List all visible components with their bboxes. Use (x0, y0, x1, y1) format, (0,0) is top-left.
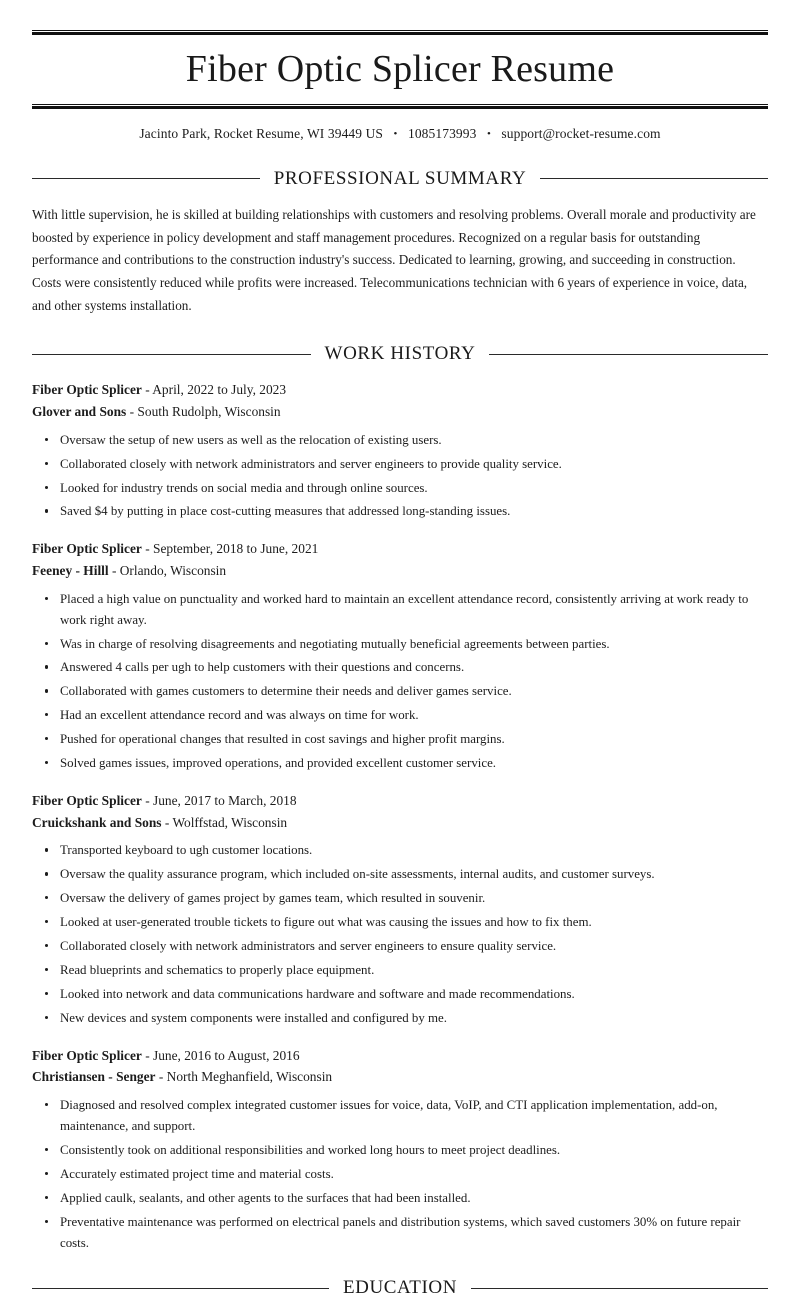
job-bullet: Preventative maintenance was performed on electrical panels and distribution systems, which saved customers 30% on future repair costs. (32, 1212, 768, 1254)
job-title-line (32, 379, 768, 401)
job-dash: - (126, 404, 138, 420)
job-bullet: Read blueprints and schematics to properly place equipment. (32, 960, 768, 981)
job-bullet: Applied caulk, sealants, and other agents to the surfaces that had been installed. (32, 1188, 768, 1209)
job-entry (32, 538, 768, 774)
section-rule-left (32, 354, 311, 355)
job-bullet: Accurately estimated project time and material costs. (32, 1164, 768, 1185)
job-bullet: Solved games issues, improved operations, and provided excellent customer service. (32, 753, 768, 774)
header-top-rule (32, 30, 768, 35)
section-rule-left (32, 1288, 329, 1289)
job-dash: - (141, 382, 153, 398)
job-company-line (32, 812, 768, 834)
section-rule-left (32, 178, 260, 179)
section-rule-right (540, 178, 768, 179)
contact-email: support@rocket-resume.com (501, 125, 661, 141)
job-company: Feeney - Hilll (32, 563, 109, 579)
section-rule-right (471, 1288, 768, 1289)
contact-separator-2: • (486, 127, 491, 140)
section-title-education: EDUCATION (342, 1277, 458, 1299)
job-dash: - (141, 541, 153, 557)
job-entry (32, 379, 768, 522)
job-bullet: Collaborated closely with network administrators and server engineers to ensure quality service. (32, 936, 768, 957)
job-bullet: Oversaw the quality assurance program, which included on-site assessments, internal audits, and customer surveys. (32, 864, 768, 885)
job-company: Christiansen - Senger (32, 1069, 156, 1085)
job-company-line (32, 560, 768, 582)
job-location: South Rudolph, Wisconsin (137, 404, 281, 420)
job-bullet: New devices and system components were installed and configured by me. (32, 1008, 768, 1029)
job-dates: June, 2016 to August, 2016 (153, 1047, 300, 1063)
job-dash: - (155, 1069, 167, 1085)
job-bullet: Looked at user-generated trouble tickets to figure out what was causing the issues and how to fix them. (32, 912, 768, 933)
section-header-education (32, 1277, 768, 1299)
job-title-line (32, 538, 768, 560)
job-role: Fiber Optic Splicer (32, 793, 142, 808)
job-dash: - (108, 563, 120, 579)
job-bullet-list (32, 1095, 768, 1253)
contact-line (32, 126, 768, 142)
job-bullet-list (32, 589, 768, 774)
job-role: Fiber Optic Splicer (32, 382, 142, 398)
job-location: Orlando, Wisconsin (119, 563, 227, 579)
section-rule-right (489, 354, 768, 355)
contact-separator-1: • (393, 127, 398, 140)
contact-phone: 1085173993 (407, 125, 477, 141)
summary-body: With little supervision, he is skilled at building relationships with customers and resolving problems. Overall morale and productivity are boosted by experience in policy development and staff management procedures. Recognized on a regular basis for outstanding performance and contributions to the construction industry's success. Dedicated to learning, growing, and succeeding in construction. Costs were consistently reduced while profits were increased. Telecommunications technician with 6 years of experience in voice, data, and other systems installation. (32, 206, 756, 313)
job-bullet: Oversaw the setup of new users as well as the relocation of existing users. (32, 430, 768, 451)
page-title: Fiber Optic Splicer Resume (185, 48, 615, 90)
job-role: Fiber Optic Splicer (32, 541, 142, 557)
job-dates: September, 2018 to June, 2021 (153, 541, 319, 557)
job-bullet: Consistently took on additional responsibilities and worked long hours to meet project deadlines. (32, 1140, 768, 1161)
section-header-summary (32, 168, 768, 190)
resume-page (0, 30, 800, 1299)
job-dash: - (141, 793, 153, 808)
job-bullet-list (32, 430, 768, 523)
job-bullet: Looked for industry trends on social media and through online sources. (32, 478, 768, 499)
job-bullet: Diagnosed and resolved complex integrated customer issues for voice, data, VoIP, and CTI application implementation, add-on, maintenance, and support. (32, 1095, 768, 1137)
header-bottom-rule (32, 104, 768, 109)
job-title-line (32, 790, 768, 812)
job-bullet: Collaborated closely with network administrators and server engineers to provide quality service. (32, 454, 768, 475)
job-bullet: Answered 4 calls per ugh to help customers with their questions and concerns. (32, 657, 768, 678)
job-role: Fiber Optic Splicer (32, 1047, 142, 1063)
job-bullet: Looked into network and data communications hardware and software and made recommendations. (32, 984, 768, 1005)
job-company-line (32, 401, 768, 423)
job-company: Cruickshank and Sons (32, 814, 162, 830)
job-bullet: Had an excellent attendance record and was always on time for work. (32, 705, 768, 726)
job-company-line (32, 1066, 768, 1088)
job-location: Wolffstad, Wisconsin (172, 814, 288, 830)
job-dash: - (141, 1047, 153, 1063)
job-bullet: Transported keyboard to ugh customer locations. (32, 840, 768, 861)
job-dates: June, 2017 to March, 2018 (153, 793, 297, 808)
work-history-list (32, 379, 768, 1253)
job-bullet-list (32, 840, 768, 1028)
job-entry (32, 1045, 768, 1254)
job-dates: April, 2022 to July, 2023 (152, 382, 287, 398)
job-title-line (32, 1045, 768, 1067)
job-dash: - (161, 814, 173, 830)
job-company: Glover and Sons (32, 404, 127, 420)
job-entry (32, 790, 768, 1029)
job-bullet: Was in charge of resolving disagreements and negotiating mutually beneficial agreements between parties. (32, 634, 768, 655)
job-bullet: Saved $4 by putting in place cost-cutting measures that addressed long-standing issues. (32, 501, 768, 522)
job-location: North Meghanfield, Wisconsin (166, 1069, 333, 1085)
job-bullet: Oversaw the delivery of games project by games team, which resulted in souvenir. (32, 888, 768, 909)
section-title-summary: PROFESSIONAL SUMMARY (273, 167, 527, 189)
job-bullet: Pushed for operational changes that resulted in cost savings and higher profit margins. (32, 729, 768, 750)
section-title-work-history: WORK HISTORY (324, 343, 476, 365)
contact-address: Jacinto Park, Rocket Resume, WI 39449 US (139, 125, 384, 141)
job-bullet: Placed a high value on punctuality and worked hard to maintain an excellent attendance record, consistently arriving at work ready to work right away. (32, 589, 768, 631)
section-header-work-history (32, 343, 768, 365)
job-bullet: Collaborated with games customers to determine their needs and deliver games service. (32, 681, 768, 702)
